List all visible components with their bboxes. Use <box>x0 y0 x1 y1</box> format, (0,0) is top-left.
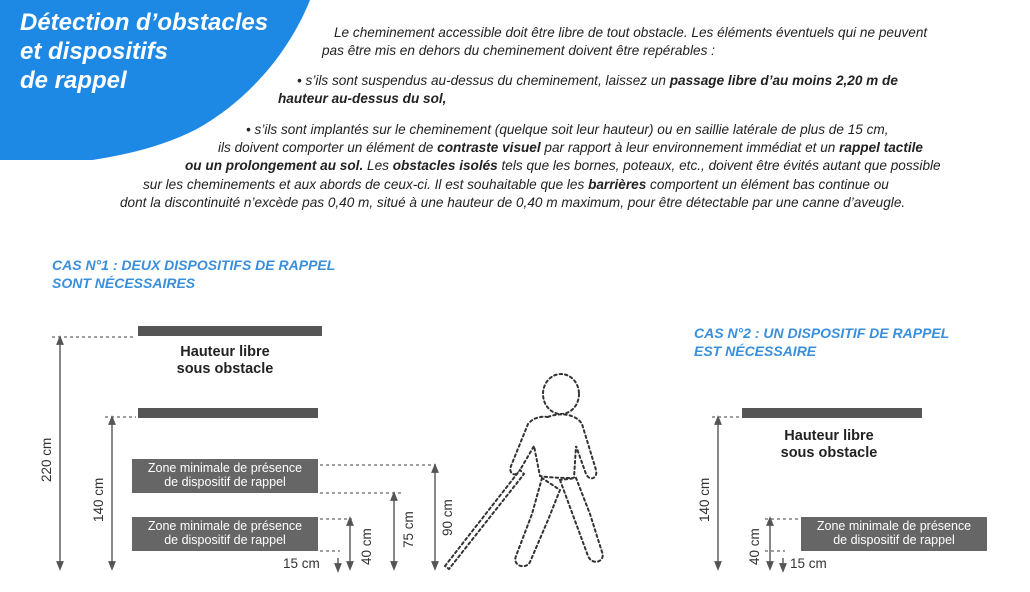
case-1-lower-zone-line-1: Zone minimale de présence <box>147 519 303 533</box>
b2-l2-a: ils doivent comporter un élément de <box>218 140 438 155</box>
case-2-free-height-line-2: sous obstacle <box>780 445 878 461</box>
dim-75-label: 75 cm <box>401 511 416 548</box>
bullet-1-bold: passage libre d’au moins 2,20 m de <box>669 73 898 88</box>
title-line-1: Détection d’obstacles <box>20 9 269 36</box>
b2-l4-a: sur les cheminements et aux abords de ceux-ci. Il est souhaitable que les <box>143 177 589 192</box>
case-2-heading-line-1: CAS N°2 : UN DISPOSITIF DE RAPPEL <box>694 325 950 341</box>
pedestrian-with-cane-figure <box>445 374 603 569</box>
b2-l2-c: par rapport à leur environnement immédiat et un <box>540 140 840 155</box>
b2-l3-c: obstacles isolés <box>392 158 498 173</box>
case-1-heading-line-2: SONT NÉCESSAIRES <box>52 275 196 291</box>
case-2-dim-40-label: 40 cm <box>747 528 762 565</box>
case-2-heading-line-2: EST NÉCESSAIRE <box>694 343 817 359</box>
dim-15-label: 15 cm <box>283 556 320 571</box>
case-2-zone-line-1: Zone minimale de présence <box>816 519 972 533</box>
case-1-heading-line-1: CAS N°1 : DEUX DISPOSITIFS DE RAPPEL <box>52 257 336 273</box>
b2-l2-d: rappel tactile <box>839 140 923 155</box>
case-1-free-height-line-2: sous obstacle <box>176 361 274 377</box>
case-2-zone-line-2: de dispositif de rappel <box>833 533 955 547</box>
b2-l4-c: comportent un élément bas continue ou <box>646 177 889 192</box>
dim-40-label: 40 cm <box>359 528 374 565</box>
intro-paragraph-line-2: pas être mis en dehors du cheminement doivent être repérables : <box>322 43 715 58</box>
dim-140-label: 140 cm <box>91 477 106 522</box>
b2-l3-b: Les <box>363 158 393 173</box>
b2-l3-a: ou un prolongement au sol. <box>185 158 364 173</box>
case-1-lower-zone-line-2: de dispositif de rappel <box>164 533 286 547</box>
case-1-free-height-line-1: Hauteur libre <box>180 344 270 360</box>
bullet-2-line-1: • s’ils sont implantés sur le cheminement (quelque soit leur hauteur) ou en saillie latérale de plus de 15 cm, <box>246 122 889 137</box>
bullet-1-bold-2: hauteur au-dessus du sol, <box>278 91 447 106</box>
case-2-dim-140-label: 140 cm <box>697 477 712 522</box>
b2-l3-d: tels que les bornes, poteaux, etc., doivent être évités autant que possible <box>497 158 941 173</box>
b2-l4-b: barrières <box>588 177 647 192</box>
title-line-3: de rappel <box>20 67 127 94</box>
intro-paragraph-line-1: Le cheminement accessible doit être libre de tout obstacle. Les éléments éventuels qui ne peuvent <box>334 25 928 40</box>
b2-l2-b: contraste visuel <box>437 140 541 155</box>
case-1-upper-zone-line-2: de dispositif de rappel <box>164 475 286 489</box>
case-1-upper-zone-line-1: Zone minimale de présence <box>147 461 303 475</box>
bullet-2-line-5: dont la discontinuité n’excède pas 0,40 m, situé à une hauteur de 0,40 m maximum, pour être détectable par une canne d’aveugle. <box>120 195 906 210</box>
title-line-2: et dispositifs <box>20 38 169 65</box>
case-2-dim-15-label: 15 cm <box>790 556 827 571</box>
dim-220-label: 220 cm <box>39 437 54 482</box>
dim-90-label: 90 cm <box>440 499 455 536</box>
case-2-free-height-line-1: Hauteur libre <box>784 428 874 444</box>
bullet-1-text: • s’ils sont suspendus au-dessus du cheminement, laissez un <box>297 73 670 88</box>
